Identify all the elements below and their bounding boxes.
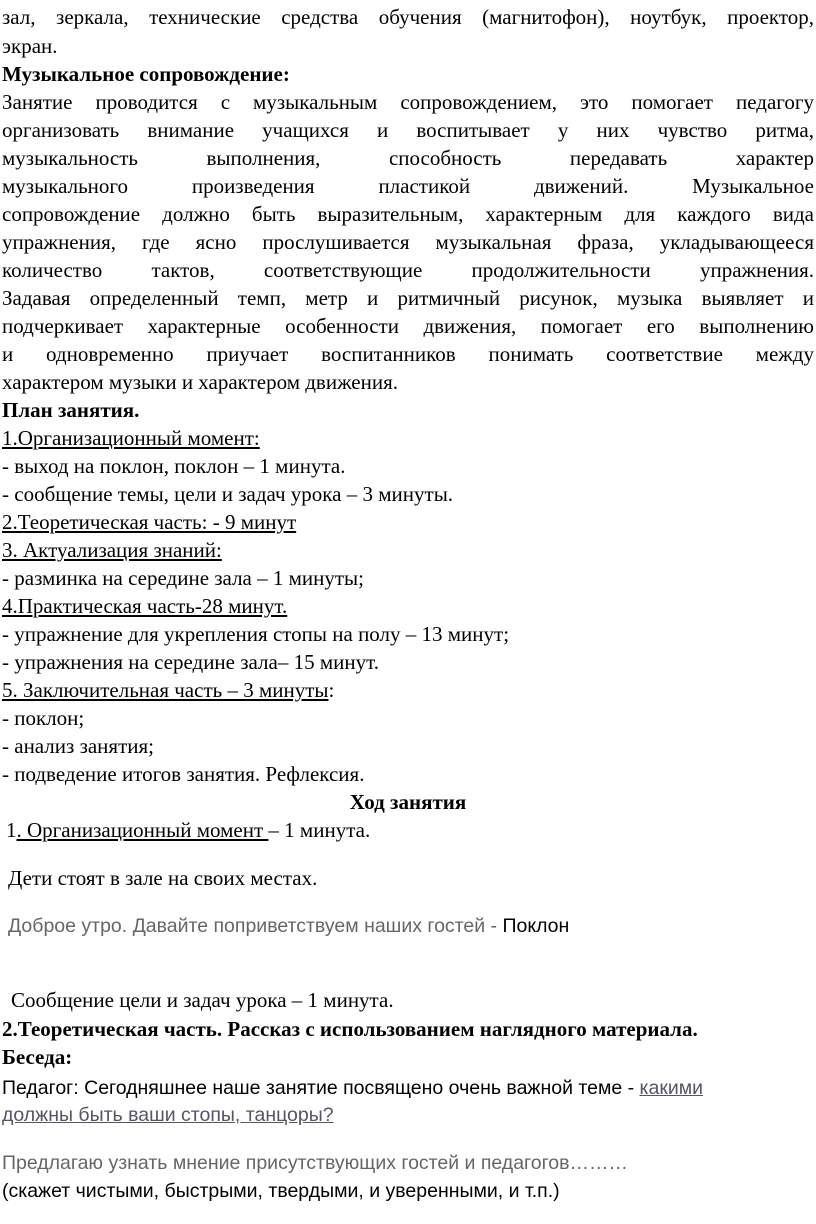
org-moment-line <box>6 816 814 845</box>
music-line: характером музыки и характером движения. <box>2 370 399 394</box>
music-line: музыкального произведения пластикой движений. Музыкальное <box>2 174 814 198</box>
plan-heading: План занятия. <box>2 398 140 422</box>
greeting-gray-text: Доброе утро. Давайте поприветствуем наших гостей - <box>8 915 503 937</box>
theory-heading: 2.Теоретическая часть. Рассказ с использованием наглядного материала. <box>2 1017 698 1041</box>
music-line: и одновременно приучает воспитанников понимать соответствие между <box>2 342 814 366</box>
plan-item: - поклон; <box>2 706 85 730</box>
music-line: Занятие проводится с музыкальным сопровождением, это помогает педагогу <box>2 90 814 114</box>
talk-heading: Беседа: <box>2 1045 73 1069</box>
teacher-intro-text: Педагог: Сегодняшнее наше занятие посвящено очень важной теме - <box>2 1077 640 1099</box>
plan-item: - подведение итогов занятия. Рефлексия. <box>2 762 365 786</box>
suggest-line-2: (скажет чистыми, быстрыми, твердыми, и уверенными, и т.п.) <box>2 1180 560 1202</box>
music-line: музыкальность выполнения, способность передавать характер <box>2 146 814 170</box>
plan-item: - сообщение темы, цели и задач урока – 3 минуты. <box>2 482 454 506</box>
plan-item: - упражнение для укрепления стопы на полу – 13 минут; <box>2 622 510 646</box>
plan-item: - выход на поклон, поклон – 1 минута. <box>2 454 346 478</box>
intro-line-2: экран. <box>2 34 58 58</box>
org-moment-number: 1 <box>6 818 17 842</box>
music-line: организовать внимание учащихся и воспитывает у них чувство ритма, <box>2 118 814 142</box>
plan-section-5-title <box>2 676 814 705</box>
teacher-line <box>2 1073 814 1102</box>
course-heading: Ход занятия <box>349 790 467 814</box>
plan-section-3-title-text: 3. Актуализация знаний: <box>2 538 222 562</box>
suggest-line-1: Предлагаю узнать мнение присутствующих гостей и педагогов……… <box>2 1152 628 1174</box>
plan-section-3-title <box>2 536 814 565</box>
plan-section-1-title <box>2 424 814 453</box>
greeting-bow-text: Поклон <box>502 915 570 937</box>
plan-section-5-title-text: 5. Заключительная часть – 3 минуты <box>2 678 329 702</box>
plan-item: - разминка на середине зала – 1 минуты; <box>2 566 365 590</box>
plan-section-2-title <box>2 508 814 537</box>
plan-item: - упражнения на середине зала– 15 минут. <box>2 650 379 674</box>
org-moment-time: – 1 минута. <box>268 818 371 842</box>
plan-item: - анализ занятия; <box>2 734 154 758</box>
goal-message-line: Сообщение цели и задач урока – 1 минута. <box>11 988 394 1012</box>
teacher-link-part-2[interactable]: должны быть ваши стопы, танцоры? <box>2 1104 334 1126</box>
plan-section-1-title-text: 1.Организационный момент: <box>2 426 260 450</box>
music-line: количество тактов, соответствующие продолжительности упражнения. <box>2 258 814 282</box>
plan-section-4-title <box>2 592 814 621</box>
teacher-line-2 <box>2 1100 814 1129</box>
children-stand-line: Дети стоят в зале на своих местах. <box>8 866 318 890</box>
music-line: Задавая определенный темп, метр и ритмичный рисунок, музыка выявляет и <box>2 286 814 310</box>
greeting-line <box>8 911 814 940</box>
plan-section-5-colon: : <box>328 678 335 702</box>
music-heading: Музыкальное сопровождение: <box>2 62 290 86</box>
music-line: упражнения, где ясно прослушивается музыкальная фраза, укладывающееся <box>2 230 814 254</box>
plan-section-4-title-text: 4.Практическая часть-28 минут. <box>2 594 288 618</box>
plan-section-2-title-text: 2.Теоретическая часть: - 9 минут <box>2 510 297 534</box>
org-moment-title: . Организационный момент <box>16 818 269 842</box>
music-line: сопровождение должно быть выразительным, характерным для каждого вида <box>2 202 814 226</box>
music-line: подчеркивает характерные особенности движения, помогает его выполнению <box>2 314 814 338</box>
intro-line-1: зал, зеркала, технические средства обучения (магнитофон), ноутбук, проектор, <box>2 5 814 29</box>
teacher-link-part-1[interactable]: какими <box>639 1077 704 1099</box>
